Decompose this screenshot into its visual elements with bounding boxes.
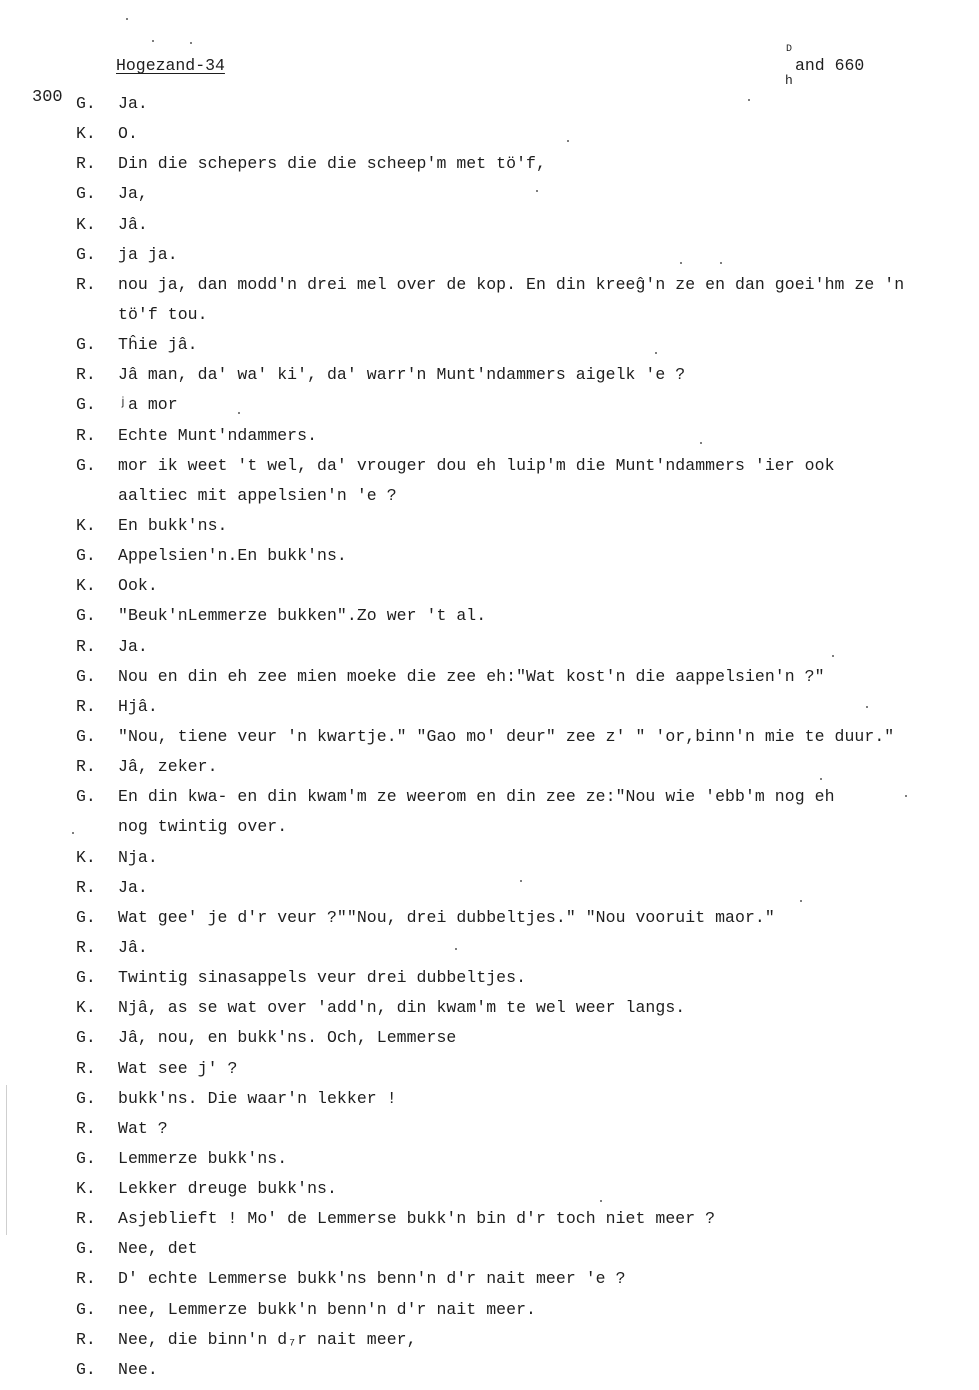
scan-speck bbox=[238, 412, 240, 414]
utterance-text: Ja. bbox=[118, 636, 148, 656]
document-title: Hogezand-34 bbox=[116, 56, 225, 75]
speaker-code: R. bbox=[76, 154, 96, 174]
utterance-text: Lekker dreuge bukk'ns. bbox=[118, 1179, 337, 1199]
utterance-text: nou ja, dan modd'n drei mel over de kop. En din kreeĝ'n ze en dan goei'hm ze 'n bbox=[118, 274, 905, 294]
utterance-text: D' echte Lemmerse bukk'ns benn'n d'r nait meer 'e ? bbox=[118, 1269, 626, 1289]
utterance-text: Jâ man, da' wa' ki', da' warr'n Munt'ndammers aigelk 'e ? bbox=[118, 365, 686, 385]
transcript-line bbox=[0, 124, 979, 154]
utterance-text: nog twintig over. bbox=[118, 817, 288, 837]
speaker-code: R. bbox=[76, 1329, 96, 1349]
transcript-line bbox=[0, 908, 979, 938]
utterance-text: tö'f tou. bbox=[118, 304, 208, 324]
utterance-text: Jâ. bbox=[118, 937, 148, 957]
transcript-line bbox=[0, 727, 979, 757]
utterance-text: nee, Lemmerze bukk'n benn'n d'r nait meer. bbox=[118, 1299, 536, 1319]
utterance-text: Jâ, nou, en bukk'ns. Och, Lemmerse bbox=[118, 1028, 457, 1048]
speaker-code: G. bbox=[76, 787, 96, 807]
speaker-code: R. bbox=[76, 696, 96, 716]
utterance-text: Nee, die binn'n d₇r nait meer, bbox=[118, 1329, 417, 1349]
utterance-text: ʲa mor bbox=[118, 395, 178, 415]
utterance-text: mor ik weet 't wel, da' vrouger dou eh luip'm die Munt'ndammers 'ier ook bbox=[118, 455, 835, 475]
utterance-text: Nou en din eh zee mien moeke die zee eh:"Wat kost'n die aappelsien'n ?" bbox=[118, 666, 825, 686]
scan-speck bbox=[152, 40, 154, 42]
speaker-code: G. bbox=[76, 1359, 96, 1379]
speaker-code: G. bbox=[76, 606, 96, 626]
speaker-code: R. bbox=[76, 1209, 96, 1229]
transcript-line bbox=[0, 1028, 979, 1058]
transcript-line bbox=[0, 426, 979, 456]
transcript-continuation-line bbox=[0, 305, 979, 335]
transcript-line bbox=[0, 938, 979, 968]
utterance-text: Echte Munt'ndammers. bbox=[118, 425, 318, 445]
speaker-code: K. bbox=[76, 124, 96, 144]
transcript-continuation-line bbox=[0, 817, 979, 847]
scan-speck bbox=[800, 900, 802, 902]
transcript-line bbox=[0, 546, 979, 576]
transcript-lines bbox=[0, 94, 979, 1390]
utterance-text: Ja. bbox=[118, 94, 148, 113]
band-label: and 660 bbox=[795, 56, 865, 75]
utterance-text: Hjâ. bbox=[118, 696, 158, 716]
transcript-line bbox=[0, 606, 979, 636]
transcript-line bbox=[0, 1300, 979, 1330]
utterance-text: Wat ? bbox=[118, 1118, 168, 1138]
margin-rule bbox=[6, 1085, 7, 1235]
scan-speck bbox=[190, 42, 192, 44]
speaker-code: G. bbox=[76, 395, 96, 415]
scan-speck bbox=[655, 352, 657, 354]
speaker-code: G. bbox=[76, 1148, 96, 1168]
transcript-line bbox=[0, 1330, 979, 1360]
transcript-line bbox=[0, 516, 979, 546]
transcript-line bbox=[0, 757, 979, 787]
utterance-text: Wat gee' je d'r veur ?""Nou, drei dubbeltjes." "Nou vooruit maor." bbox=[118, 907, 775, 927]
scan-speck bbox=[536, 190, 538, 192]
speaker-code: G. bbox=[76, 244, 96, 264]
scan-speck bbox=[866, 706, 868, 708]
speaker-code: K. bbox=[76, 1179, 96, 1199]
scan-speck bbox=[600, 1200, 602, 1202]
speaker-code: R. bbox=[76, 877, 96, 897]
scan-speck bbox=[520, 880, 522, 882]
transcript-line bbox=[0, 1360, 979, 1390]
utterance-text: Ja, bbox=[118, 184, 148, 204]
transcript-line bbox=[0, 245, 979, 275]
utterance-text: Ook. bbox=[118, 576, 158, 596]
transcript-line bbox=[0, 968, 979, 998]
transcript-line bbox=[0, 184, 979, 214]
scan-speck bbox=[748, 99, 750, 101]
scan-speck bbox=[126, 18, 128, 20]
speaker-code: K. bbox=[76, 998, 96, 1018]
speaker-code: G. bbox=[76, 335, 96, 355]
speaker-code: K. bbox=[76, 515, 96, 535]
speaker-code: K. bbox=[76, 214, 96, 234]
utterance-text: Njâ, as se wat over 'add'n, din kwam'm te wel weer langs. bbox=[118, 998, 686, 1018]
scan-speck bbox=[905, 795, 907, 797]
speaker-code: G. bbox=[76, 968, 96, 988]
transcript-line bbox=[0, 1059, 979, 1089]
utterance-text: Nja. bbox=[118, 847, 158, 867]
scan-speck bbox=[832, 655, 834, 657]
transcript-line bbox=[0, 787, 979, 817]
scan-speck bbox=[455, 948, 457, 950]
transcript-line bbox=[0, 1239, 979, 1269]
speaker-code: R. bbox=[76, 274, 96, 294]
speaker-code: R. bbox=[76, 1118, 96, 1138]
speaker-code: G. bbox=[76, 666, 96, 686]
scan-speck bbox=[700, 442, 702, 444]
transcript-line bbox=[0, 697, 979, 727]
speaker-code: R. bbox=[76, 937, 96, 957]
transcript-line bbox=[0, 335, 979, 365]
speaker-code: R. bbox=[76, 636, 96, 656]
speaker-code: R. bbox=[76, 425, 96, 445]
utterance-text: "Nou, tiene veur 'n kwartje." "Gao mo' deur" zee z' " 'or,binn'n mie te duur." bbox=[118, 726, 895, 746]
utterance-text: ja ja. bbox=[118, 244, 178, 264]
speaker-code: G. bbox=[76, 1239, 96, 1259]
transcript-line bbox=[0, 848, 979, 878]
utterance-text: Lemmerze bukk'ns. bbox=[118, 1148, 288, 1168]
utterance-text: bukk'ns. Die waar'n lekker ! bbox=[118, 1088, 397, 1108]
utterance-text: aaltiec mit appelsien'n 'e ? bbox=[118, 485, 397, 505]
transcript-line bbox=[0, 395, 979, 425]
speaker-code: R. bbox=[76, 365, 96, 385]
speaker-code: G. bbox=[76, 455, 96, 475]
transcript-line bbox=[0, 1179, 979, 1209]
scan-speck bbox=[720, 262, 722, 264]
transcript-line bbox=[0, 1269, 979, 1299]
transcript-line bbox=[0, 456, 979, 486]
transcript-line bbox=[0, 998, 979, 1028]
speaker-code: G. bbox=[76, 726, 96, 746]
transcript-line bbox=[0, 637, 979, 667]
speaker-code: G. bbox=[76, 94, 96, 113]
speaker-code: G. bbox=[76, 1028, 96, 1048]
transcript-line bbox=[0, 878, 979, 908]
utterance-text: Nee, det bbox=[118, 1239, 198, 1259]
transcript-line bbox=[0, 1149, 979, 1179]
utterance-text: Tĥie jâ. bbox=[118, 335, 198, 355]
transcript-line bbox=[0, 94, 979, 124]
page-number: 300 bbox=[32, 88, 63, 107]
speaker-code: R. bbox=[76, 1269, 96, 1289]
transcript-line bbox=[0, 667, 979, 697]
transcript-line bbox=[0, 1209, 979, 1239]
speaker-code: K. bbox=[76, 847, 96, 867]
speaker-code: G. bbox=[76, 1088, 96, 1108]
transcript-line bbox=[0, 215, 979, 245]
utterance-text: Ja. bbox=[118, 877, 148, 897]
scan-speck bbox=[567, 140, 569, 142]
speaker-code: G. bbox=[76, 184, 96, 204]
transcript-line bbox=[0, 275, 979, 305]
transcript-line bbox=[0, 576, 979, 606]
speaker-code: G. bbox=[76, 907, 96, 927]
scan-speck bbox=[72, 832, 74, 834]
speaker-code: G. bbox=[76, 546, 96, 566]
transcript-continuation-line bbox=[0, 486, 979, 516]
utterance-text: Twintig sinasappels veur drei dubbeltjes. bbox=[118, 968, 527, 988]
utterance-text: Jâ, zeker. bbox=[118, 757, 218, 777]
transcript-line bbox=[0, 1119, 979, 1149]
utterance-text: Appelsien'n.En bukk'ns. bbox=[118, 546, 347, 566]
band-subscript: h bbox=[785, 73, 793, 88]
utterance-text: Din die schepers die die scheep'm met tö'f, bbox=[118, 154, 546, 174]
scan-speck bbox=[680, 262, 682, 264]
utterance-text: Wat see j' ? bbox=[118, 1058, 238, 1078]
utterance-text: En bukk'ns. bbox=[118, 515, 228, 535]
band-superscript: D bbox=[786, 44, 793, 55]
utterance-text: En din kwa- en din kwam'm ze weerom en din zee ze:"Nou wie 'ebb'm nog eh bbox=[118, 787, 835, 807]
utterance-text: O. bbox=[118, 124, 138, 144]
speaker-code: R. bbox=[76, 1058, 96, 1078]
utterance-text: Nee. bbox=[118, 1359, 158, 1379]
utterance-text: Asjeblieft ! Mo' de Lemmerse bukk'n bin d'r toch niet meer ? bbox=[118, 1209, 716, 1229]
utterance-text: Jâ. bbox=[118, 214, 148, 234]
scan-speck bbox=[820, 778, 822, 780]
speaker-code: K. bbox=[76, 576, 96, 596]
speaker-code: G. bbox=[76, 1299, 96, 1319]
transcript-line bbox=[0, 1089, 979, 1119]
transcript-line bbox=[0, 365, 979, 395]
speaker-code: R. bbox=[76, 757, 96, 777]
utterance-text: "Beuk'nLemmerze bukken".Zo wer 't al. bbox=[118, 606, 487, 626]
transcript-line bbox=[0, 154, 979, 184]
